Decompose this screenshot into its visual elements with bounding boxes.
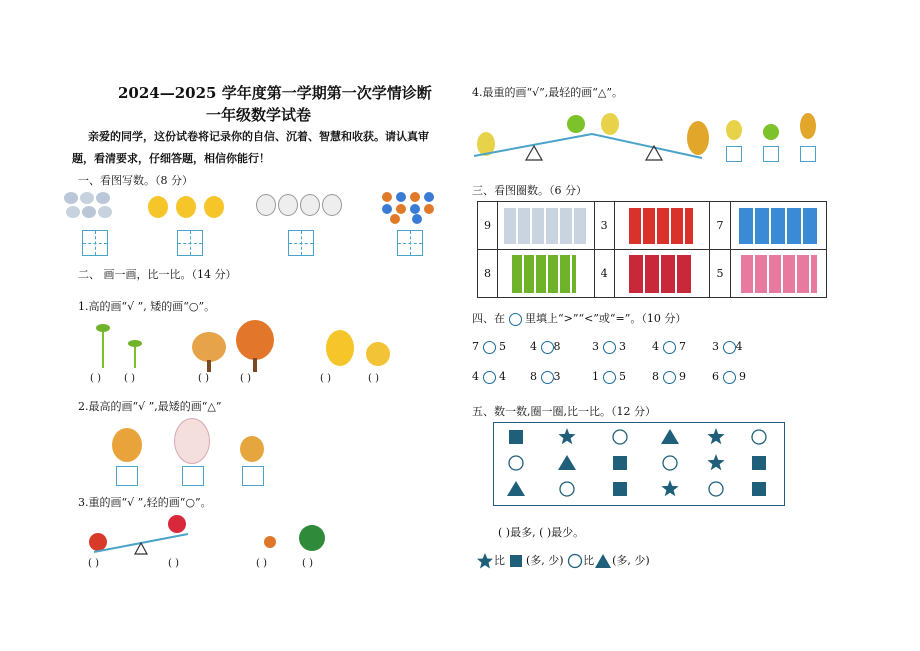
pineapple-icon <box>687 121 709 155</box>
q3-paren-2[interactable]: ( ) <box>168 558 179 569</box>
sprouts-picture <box>92 324 152 370</box>
blue-birds-picture <box>739 208 819 244</box>
q3-scales-picture <box>84 512 344 560</box>
section-2-q3: 3.重的画“√ ”,轻的画“○”。 <box>78 496 212 509</box>
square-shape[interactable] <box>752 456 766 470</box>
compare-circle[interactable] <box>483 371 496 384</box>
compare-row-1 <box>472 340 802 360</box>
ducks-picture <box>148 192 228 222</box>
q1-paren-4[interactable]: ( ) <box>240 373 251 384</box>
q1-paren-6[interactable]: ( ) <box>368 373 379 384</box>
count-number: 4 <box>594 250 614 298</box>
section-2-q1: 1.高的画“√ ”, 矮的画“○”。 <box>78 300 216 313</box>
watermelon-icon <box>299 525 325 551</box>
q2-box-2[interactable] <box>182 466 204 486</box>
compare-circle[interactable] <box>723 341 736 354</box>
square-shape[interactable] <box>613 482 627 496</box>
triangle-shape[interactable] <box>507 481 525 496</box>
compare-circle[interactable] <box>541 371 554 384</box>
pear-icon-3 <box>726 120 742 140</box>
intro-line-2: 题，看清要求，仔细答题，相信你能行！ <box>72 152 270 165</box>
count-picture-cell <box>614 202 710 250</box>
q4-box-1[interactable] <box>726 146 742 162</box>
square-shape[interactable] <box>752 482 766 496</box>
q4-box-3[interactable] <box>800 146 816 162</box>
q1-paren-1[interactable]: ( ) <box>90 373 101 384</box>
compare-row-2 <box>472 370 802 390</box>
count-number: 7 <box>710 202 730 250</box>
square-shape[interactable] <box>509 430 523 444</box>
intro-line-1: 亲爱的同学，这份试卷将记录你的自信、沉着、智慧和收获。请认真审 <box>88 130 429 143</box>
circle-shape[interactable] <box>752 430 766 444</box>
parrots-picture <box>512 255 576 293</box>
q4-box-2[interactable] <box>763 146 779 162</box>
triangle-shape[interactable] <box>661 429 679 444</box>
compare-item: 8 3 <box>530 370 561 383</box>
pink-birds-picture <box>741 255 817 293</box>
compare-circle-sample <box>509 313 522 326</box>
birds-height-picture <box>112 418 272 464</box>
compare-item: 7 5 <box>472 340 506 353</box>
section-5-heading: 五、数一数,圈一圈,比一比。（12 分） <box>472 405 656 418</box>
strawberries-picture <box>629 255 693 293</box>
small-fruit-icon <box>264 536 276 548</box>
apple-icon <box>168 515 186 533</box>
answer-grid-1[interactable] <box>82 230 108 256</box>
section-2-q4: 4.最重的画“√”,最轻的画“△”。 <box>472 86 623 99</box>
count-number: 9 <box>478 202 498 250</box>
q3-paren-4[interactable]: ( ) <box>302 558 313 569</box>
count-picture-cell <box>730 202 826 250</box>
answer-grid-3[interactable] <box>288 230 314 256</box>
q1-paren-5[interactable]: ( ) <box>320 373 331 384</box>
circle-icon <box>567 553 583 569</box>
compare-item: 6 9 <box>712 370 746 383</box>
q1-paren-2[interactable]: ( ) <box>124 373 135 384</box>
circle-shape[interactable] <box>560 482 574 496</box>
circle-shape[interactable] <box>663 456 677 470</box>
q1-paren-3[interactable]: ( ) <box>198 373 209 384</box>
compare-item: 4 7 <box>652 340 686 353</box>
compare-circle[interactable] <box>663 371 676 384</box>
square-icon <box>509 554 523 568</box>
section-3-heading: 三、看图圈数。（6 分） <box>472 184 587 197</box>
section-2-q2: 2.最高的画“√ ”,最矮的画“△” <box>78 400 222 413</box>
count-picture-cell <box>498 250 594 298</box>
answer-grid-4[interactable] <box>397 230 423 256</box>
circle-shape[interactable] <box>709 482 723 496</box>
count-number: 8 <box>478 250 498 298</box>
green-apple-icon-2 <box>763 124 779 140</box>
kitties-picture <box>256 192 342 218</box>
q3-paren-3[interactable]: ( ) <box>256 558 267 569</box>
star-shape[interactable] <box>661 480 678 496</box>
circle-shape[interactable] <box>509 456 523 470</box>
count-table <box>477 201 827 298</box>
shapes-box <box>493 422 785 506</box>
chicks-picture <box>322 330 394 370</box>
pear-icon-2 <box>601 113 619 135</box>
compare-circle[interactable] <box>603 371 616 384</box>
count-number: 3 <box>594 202 614 250</box>
compare-circle[interactable] <box>723 371 736 384</box>
compare-item: 4 8 <box>530 340 561 353</box>
section-4-heading <box>472 310 686 326</box>
rabbits-picture <box>64 190 120 222</box>
count-row-2 <box>478 250 827 298</box>
trees-picture <box>192 320 276 372</box>
triangle-icon <box>594 553 612 569</box>
compare-item: 3 4 <box>712 340 743 353</box>
answer-grid-2[interactable] <box>177 230 203 256</box>
tomato-icon <box>89 533 107 551</box>
compare-item: 3 3 <box>592 340 626 353</box>
q2-box-1[interactable] <box>116 466 138 486</box>
exam-title: 2024—2025 学年度第一学期第一次学情诊断 <box>118 84 432 102</box>
circle-shape[interactable] <box>613 430 627 444</box>
compare-circle[interactable] <box>663 341 676 354</box>
compare-circle[interactable] <box>541 341 554 354</box>
count-row-1 <box>478 202 827 250</box>
shape-compare-line: 比 (多, 少) 比 (多, 少) <box>476 552 650 572</box>
section-4-label: 四、在 <box>472 312 505 325</box>
square-shape[interactable] <box>613 456 627 470</box>
pineapple-icon-2 <box>800 113 816 139</box>
compare-circle[interactable] <box>483 341 496 354</box>
compare-circle[interactable] <box>603 341 616 354</box>
count-picture-cell <box>730 250 826 298</box>
geese-picture <box>504 208 586 244</box>
green-apple-icon <box>567 115 585 133</box>
count-number: 5 <box>710 250 730 298</box>
star-shape[interactable] <box>707 454 724 470</box>
birds-picture <box>382 192 438 224</box>
q3-paren-1[interactable]: ( ) <box>88 558 99 569</box>
compare-item: 1 5 <box>592 370 626 383</box>
shapes-grid <box>494 423 783 504</box>
compare-item: 8 9 <box>652 370 686 383</box>
triangle-shape[interactable] <box>558 455 576 470</box>
star-shape[interactable] <box>558 428 575 444</box>
section-2-heading: 二、 画一画，比一比。（14 分） <box>78 268 237 281</box>
count-picture-cell <box>614 250 710 298</box>
exam-subtitle: 一年级数学试卷 <box>206 106 312 124</box>
apples-picture <box>629 208 693 244</box>
count-picture-cell <box>498 202 594 250</box>
star-icon <box>476 552 494 570</box>
section-4-instructions: 里填上“>”“<”或“=”。（10 分） <box>525 312 687 325</box>
q2-box-3[interactable] <box>242 466 264 486</box>
star-shape[interactable] <box>707 428 724 444</box>
section-1-heading: 一、看图写数。（8 分） <box>78 174 193 187</box>
compare-item: 4 4 <box>472 370 506 383</box>
most-least-answer: ( )最多, ( )最少。 <box>498 526 585 539</box>
